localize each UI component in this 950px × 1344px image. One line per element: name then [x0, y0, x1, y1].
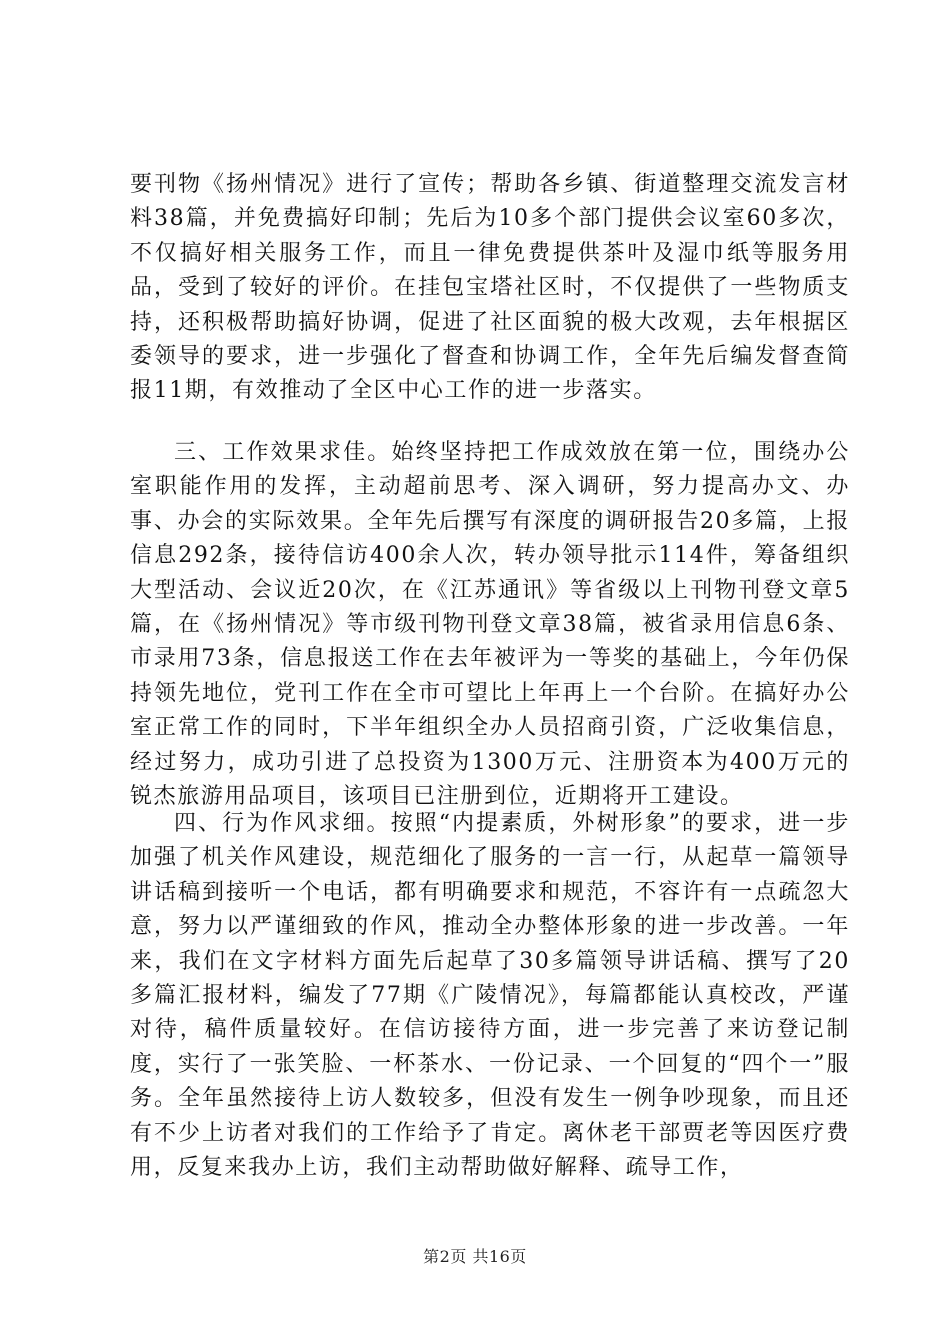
paragraph-section-four: 四、行为作风求细。按照“内提素质，外树形象”的要求，进一步加强了机关作风建设，规范细化了服务的一言一行，从起草一篇领导讲话稿到接听一个电话，都有明确要求和规范，不容许有一点疏忽大意，努力以严谨细致的作风，推动全办整体形象的进一步改善。一年来，我们在文字材料方面先后起草了30多篇领导讲话稿、撰写了20多篇汇报材料，编发了77期《广陵情况》，每篇都能认真校改，严谨对待，稿件质量较好。在信访接待方面，进一步完善了来访登记制度，实行了一张笑脸、一杯茶水、一份记录、一个回复的“四个一”服务。全年虽然接待上访人数较多，但没有发生一例争吵现象，而且还有不少上访者对我们的工作给予了肯定。离休老干部贾老等因医疗费用，反复来我办上访，我们主动帮助做好解释、疏导工作， — [130, 811, 850, 1181]
paragraph-continuation: 要刊物《扬州情况》进行了宣传；帮助各乡镇、街道整理交流发言材料38篇，并免费搞好印制；先后为10多个部门提供会议室60多次，不仅搞好相关服务工作，而且一律免费提供茶叶及湿巾纸等服务用品，受到了较好的评价。在挂包宝塔社区时，不仅提供了一些物质支持，还积极帮助搞好协调，促进了社区面貌的极大改观，去年根据区委领导的要求，进一步强化了督查和协调工作，全年先后编发督查简报11期，有效推动了全区中心工作的进一步落实。 — [130, 172, 850, 404]
paragraph-section-three: 三、工作效果求佳。始终坚持把工作成效放在第一位，围绕办公室职能作用的发挥，主动超前思考、深入调研，努力提高办文、办事、办会的实际效果。全年先后撰写有深度的调研报告20多篇，上报信息292条，接待信访400余人次，转办领导批示114件，筹备组织大型活动、会议近20次，在《江苏通讯》等省级以上刊物刊登文章5篇，在《扬州情况》等市级刊物刊登文章38篇，被省录用信息6条、市录用73条，信息报送工作在去年被评为一等奖的基础上，今年仍保持领先地位，党刊工作在全市可望比上年再上一个台阶。在搞好办公室正常工作的同时，下半年组织全办人员招商引资，广泛收集信息，经过努力，成功引进了总投资为1300万元、注册资本为400万元的锐杰旅游用品项目，该项目已注册到位，近期将开工建设。 — [130, 440, 850, 810]
page-number-footer: 第2页 共16页 — [423, 1247, 527, 1266]
